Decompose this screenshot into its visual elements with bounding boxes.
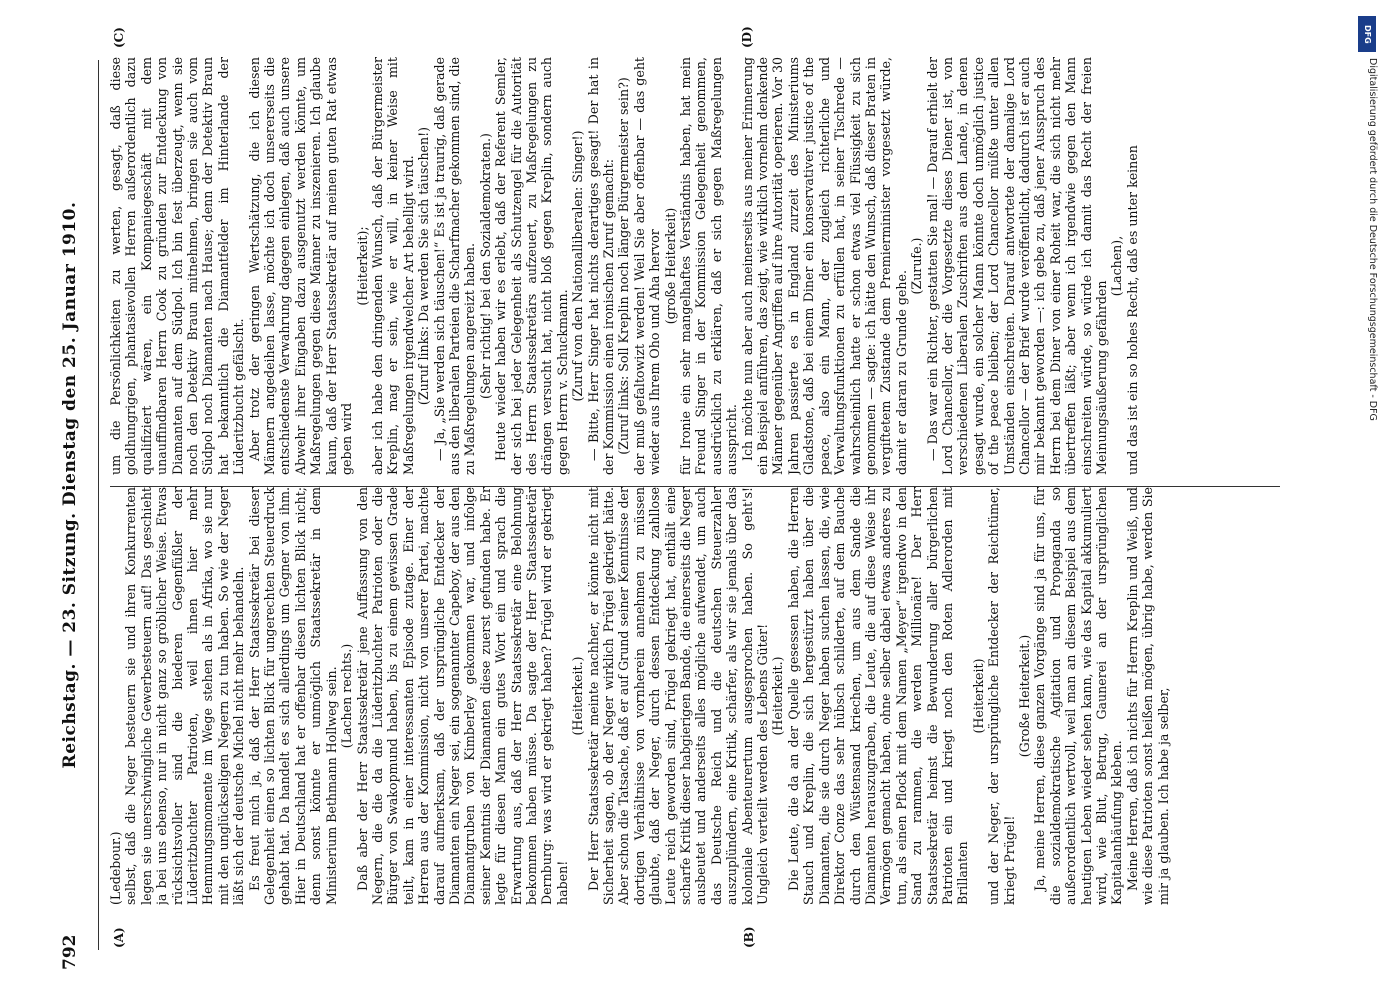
page-header	[60, 70, 90, 970]
paragraph: Heute wieder haben wir es erlebt, daß der Referent Semler, der sich bei jeder Gelegenheit als Schutzengel für die Autorität des Herrn Staatssekretärs aufzeuert, zu Maßregelungen zu drängen versucht hat, nicht bloß gegen Kreplin, sondern auch gegen Herrn v. Schuckmann.	[493, 57, 570, 475]
margin-mark-c: (C)	[112, 27, 126, 48]
left-column	[108, 487, 1268, 905]
interjection: (Große Heiterkeit.)	[1016, 634, 1032, 758]
interjection: (Sehr richtig! bei den Sozialdemokraten.)	[477, 133, 493, 399]
interjection: (Heiterkeit);	[354, 226, 370, 306]
margin-mark-b: (B)	[742, 926, 756, 948]
paragraph: selbst, daß die Neger besteuern sie und ihren Konkurrenten legen sie unerschwingliche Gewerbesteuern auf! Das geschieht ja bei uns ebenso, nur in nicht ganz so gröblicher Weise. Etwas rücksichtsvoller sind die biederen Gegenfüßler der Lüderitzbuchter Patrioten, weil ihnen hier mehr Hemmungsmomente im Wege stehen als in Afrika, wo sie nur mit den unglückseligen Negern zu tun haben. So wie der Neger läßt sich der deutsche Michel nicht mehr behandeln.	[123, 487, 247, 905]
paragraph: aber ich habe den dringenden Wunsch, daß der Bürgermeister Kreplin, mag er sein, wie er will, in keiner Weise mit Maßregelungen irgendwelcher Art behelligt wird.	[369, 57, 416, 475]
interjection: (Heiterkeit.)	[770, 656, 786, 736]
paragraph: Ich möchte nun aber auch meinerseits aus meiner Erinnerung ein Beispiel anführen, das zeigt, wie wirklich vornehm denkende Männer gegenüber Angriffen auf ihre Autorität operieren. Vor 30 Jahren passierte es in England zurzeit des Ministeriums Gladstone, daß bei einem Diner ein konservativer justice of the peace, also ein Mann, der zugleich richterliche und Verwaltungsfunktionen zu erfüllen hat, in seiner Tischrede — wahrscheinlich hatte er schon etwas viel Flüssigkeit zu sich genommen — sagte: ich hätte den Wunsch, daß dieser Braten in vergiftetem Zustande dem Premierminister vorgesetzt würde, damit er daran zu Grunde gehe.	[739, 57, 909, 475]
paragraph: Daß aber der Herr Staatssekretär jene Auffassung von den Negern, die die da die Lüderitzbuchter Patrioten oder die Bürger von Swakopmund haben, bis zu einem gewissen Grade teilt, kam in einer interessanten Episode zutage. Einer der Herren aus der Kommission, nicht von unserer Partei, machte darauf aufmerksam, daß der ursprüngliche Entdecker der Diamanten ein Neger sei, ein sogenannter Capeboy, der aus den Diamantgruben von Kimberley gekommen war, und infolge seiner Kenntnis der Diamanten diese zuerst gefunden habe. Er legte für diesen Mann ein gutes Wort ein und sprach die Erwartung aus, daß der Herr Staatssekretär eine Belohnung bekommen haben müsse. Da sagte der Herr Staatssekretär Dernburg: was wird er gekriegt haben? Prügel wird er gekriegt haben!	[354, 487, 570, 905]
paragraph: Es freut mich ja, daß der Herr Staatssekretär bei dieser Gelegenheit einen so lichten Blick für ungerechten Steuerdruck gehabt hat. Da handelt es sich allerdings um Gegner von ihm. Hier in Deutschland hat er offenbar diesen lichten Blick nicht; denn sonst könnte er unmöglich Staatssekretär in dem Ministerium Bethmann Hollweg sein.	[246, 487, 339, 905]
paragraph: Die Leute, die da an der Quelle gesessen haben, die Herren Stauch und Kreplin, die sich hergestürzt haben über die Diamanten, die sie durch Neger haben suchen lassen, die, wie Direktor Conze das sehr hübsch schilderte, auf dem Bauche durch den Wüstensand kriechen, um aus dem Sande die Diamanten herauszugraben, die Leute, die auf diese Weise ihr Vermögen gemacht haben, ohne selber dabei etwas anderes zu tun, als einen Pflock mit dem Namen „Meyer“ irgendwo in den Sand zu rammen, die werden Millionäre! Der Herr Staatssekretär heimst die Bewunderung aller bürgerlichen Patrioten ein und kriegt noch den Roten Adlerorden mit Brillanten	[785, 487, 971, 905]
digitization-credit	[1354, 10, 1382, 990]
dfg-logo: DFG	[1358, 16, 1376, 52]
page-number: 792	[60, 934, 80, 970]
credit-text: Digitalisierung gefördert durch die Deutsche Forschungsgemeinschaft - DFG	[1367, 58, 1378, 421]
margin-mark-a: (A)	[112, 927, 126, 948]
paragraph: — Das war ein Richter, gestatten Sie mal! — Darauf erhielt der Lord Chancellor, der die Vorgesetzte dieses Diener ist, von verschiedenen Liberalen Zuschriften aus dem Lande, in denen gesagt wurde, ein solcher Mann könnte doch unmöglich justice of the peace bleiben; der Lord Chancellor müßte unter allen Umständen einschreiten. Darauf antwortete der damalige Lord Chancellor — der Brief wurde veröffentlicht, dadurch ist er auch mir bekannt geworden —: ich gebe zu, daß jener Ausspruch des Herrn bei dem Diner von einer Roheit war, die sich nicht mehr übertreffen läßt; aber wenn ich irgendwie gegen den Mann einschreiten würde, so würde ich damit das Recht der freien Meinungsäußerung gefährden	[924, 57, 1109, 475]
interjection: (große Heiterkeit)	[662, 207, 678, 325]
paragraph: — Bitte, Herr Singer hat nichts derartiges gesagt! Der hat in der Kommission einen ironischen Zuruf gemacht:	[585, 57, 616, 475]
interjection: (Zuruf von den Nationalliberalen: Singer!)	[570, 130, 586, 402]
paragraph: Der Herr Staatssekretär meinte nachher, er könnte nicht mit Sicherheit sagen, ob der Neger wirklich Prügel gekriegt hätte. Aber schon die Tatsache, daß er auf Grund seiner Kenntnisse der dortigen Verhältnisse von vornherein annehmen zu müssen glaubte, daß der Neger, durch dessen Entdeckung zahllose Leute reich geworden sind, Prügel gekriegt hat, enthält eine scharfe Kritik dieser habgierigen Bande, die einerseits die Neger ausbeutet und anderseits alles mögliche aufwendet, um auch das Deutsche Reich und die deutschen Steuerzahler auszuplündern, eine Kritik, schärfer, als wir sie jemals über das koloniale Abenteurertum ausgesprochen haben. So geht's! Ungleich verteilt werden des Lebens Güter!	[585, 487, 771, 905]
interjection: (Heiterkeit)	[970, 658, 986, 734]
interjection: (Lachen),	[1109, 235, 1125, 297]
interjection: (Zuruf links: Soll Kreplin noch länger Bürgermeister sein?)	[616, 77, 632, 455]
paragraph: und das ist ein so hohes Recht, daß es unter keinen	[1124, 145, 1140, 475]
interjection: (Heiterkeit.)	[570, 656, 586, 736]
margin-mark-d: (D)	[740, 26, 754, 48]
interjection: (Zurufe.)	[909, 237, 925, 295]
paragraph: und der Neger, der ursprüngliche Entdecker der Reichtümer, kriegt Prügel!	[986, 487, 1017, 905]
paragraph: der muß gefaltowizt werden! Weil Sie aber offenbar — das geht wieder aus Ihrem Oho und Aha hervor	[631, 57, 663, 475]
paragraph: Ja, meine Herren, diese ganzen Vorgänge sind ja für uns, für die sozialdemokratische Agitation und Propaganda so außerordentlich wertvoll, weil man an diesem Beispiel aus dem heutigen Leben wieder sehen kann, wie das Kapital akkumuliert wird, wie Blut, Betrug, Gaunerei an der ursprünglichen Kapitalanhäufung kleben.	[1032, 487, 1125, 905]
paragraph: für Ironie ein sehr mangelhaftes Verständnis haben, hat mein Freund Singer in der Kommission Gelegenheit genommen, ausdrücklich zu erklären, daß er sich gegen Maßregelungen ausspricht.	[678, 57, 740, 475]
right-column	[108, 57, 1268, 475]
paragraph: Meine Herren, daß ich nichts für Herrn Kreplin und Weiß, und wie diese Patrioten sonst heißen mögen, übrig habe, werden Sie mir ja glauben. Ich habe ja selber,	[1124, 487, 1171, 905]
paragraph: — Ja, „Sie werden sich täuschen!“ Es ist ja traurig, daß gerade aus den liberalen Parteien die Scharfmacher gekommen sind, die zu Maßregelungen angereizt haben.	[431, 57, 478, 475]
paragraph: (Ledebour.)	[108, 831, 123, 905]
interjection: (Lachen rechts.)	[339, 643, 355, 749]
paragraph: Aber trotz der geringen Wertschätzung, die ich diesen Männern angedeihen lasse, möchte ich doch unsererseits die entschiedenste Verwahrung dagegen einlegen, daß auch unsere Abwehr ihrer Eingaben dazu ausgenutzt werden könnte, um Maßregelungen gegen diese Männer zu inszenieren. Ich glaube kaum, daß der Herr Staatssekretär auf meinen guten Rat etwas geben wird	[246, 57, 355, 475]
page-title: Reichstag. — 23. Sitzung. Dienstag den 25. Januar 1910.	[60, 201, 80, 769]
paragraph: um die Persönlichkeiten zu werten, gesagt, daß diese goldhungrigen, phantasievollen Herren außerordentlich dazu qualifiziert wären, ein Kompaniegeschäft mit dem unauffindbaren Herrn Cook zu gründen zur Entdeckung von Diamanten auf dem Südpol. Ich bin fest überzeugt, wenn sie noch den Detektiv Braun mitnehmen, bringen sie auch vom Südpol noch Diamanten nach Hause; denn der Detektiv Braun hat bekanntlich die Diamantfelder im Hinterlande der Lüderitzbucht gefälscht.	[108, 57, 247, 475]
header-rule	[98, 60, 99, 950]
interjection: (Zuruf links: Da werden Sie sich täuschen!)	[416, 126, 432, 406]
